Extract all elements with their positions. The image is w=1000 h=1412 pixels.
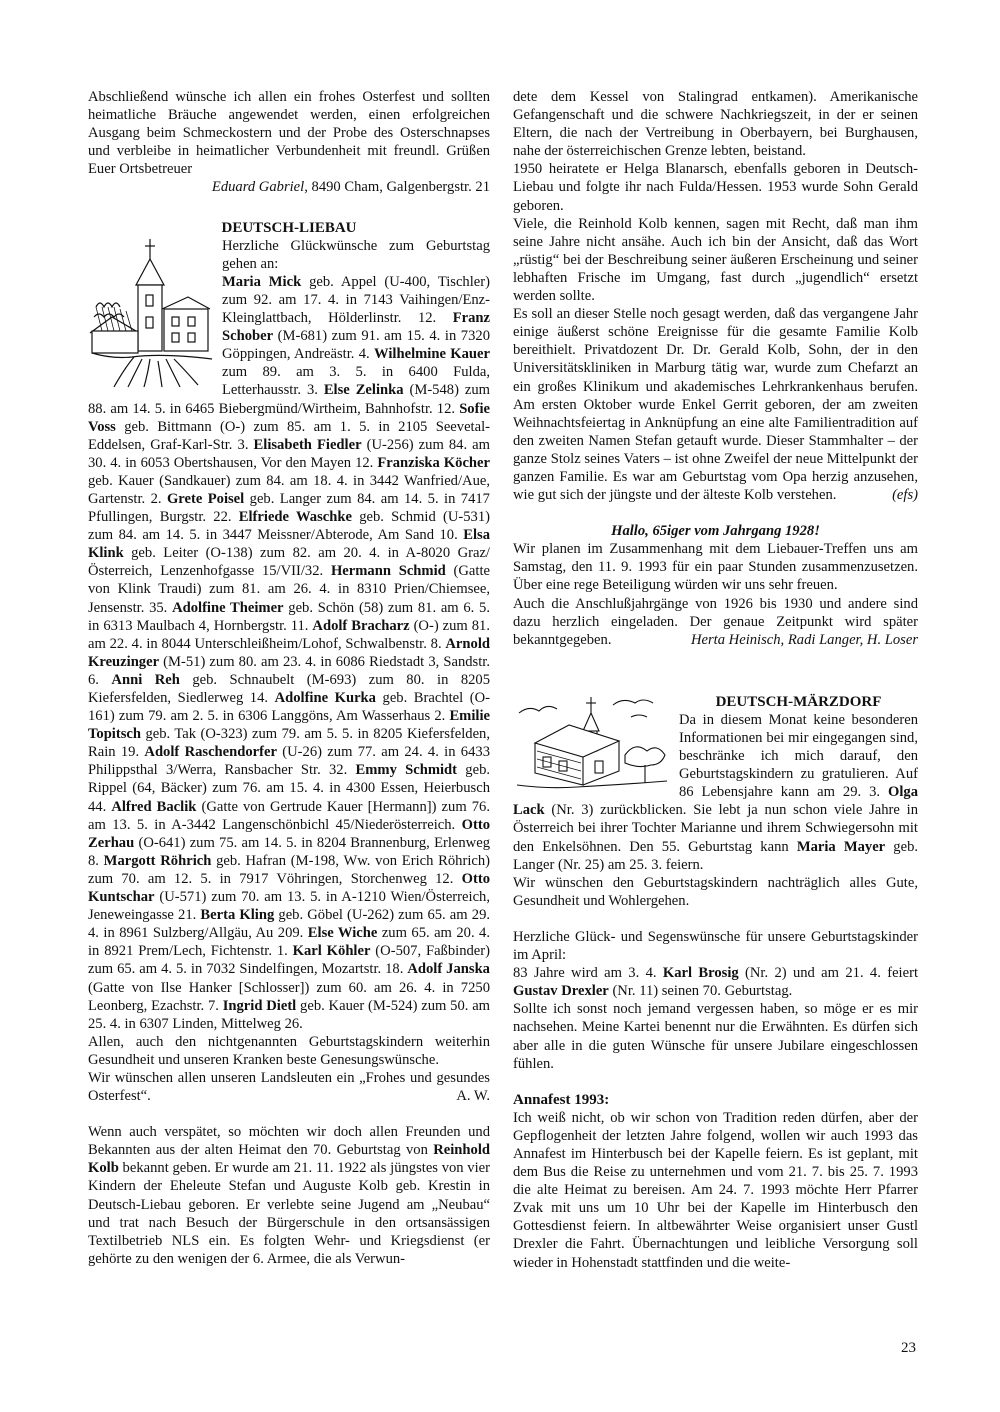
april-intro: Herzliche Glück- und Segenswünsche für unsere Geburtstagskinder im April: [513, 928, 918, 964]
birthday-details: geb. Göbel (U-262) zum 65. am 29. 4. in 8961 Sulzberg/Allgäu, Au 209. [88, 907, 491, 942]
birthday-details: geb. Leiter (O-138) zum 82. am 20. 4. in A-8020 Graz/Österreich, Lenzenhofgasse 15/VII/32. [88, 545, 490, 580]
church-tower-village-icon [88, 237, 216, 389]
page-number: 23 [901, 1340, 916, 1356]
kolb-continued-4-text: Es soll an dieser Stelle noch gesagt werden, daß das vergangene Jahr einige äußerst schöne Ereignisse für die gesamte Familie Kolb bereithielt. Privatdozent Dr. Dr. Gerald Kolb, Sohn, der in den Universitätskliniken in Marburg tätig war, wurde zum Chefarzt an ein großes Klinikum und akademisches Lehrkrankenhaus berufen. Am ersten Oktober wurde Enkel Gerrit geboren, der am zweiten Weihnachtsfeiertag in Anknüpfung an eine alte Familientradition auf den zweiten Namen Stefan getauft wurde. Dieser Stammhalter – der ganze Stolz seines Vaters – ist ohne Zweifel der neue Mittelpunkt der ganzen Familie. Es war am Geburtstag vom Opa herzig anzusehen, wie gut sich der jüngste und der älteste Kolb verstehen. [513, 306, 918, 504]
birthday-details: geb. Langer zum 84. am 14. 5. in 7417 Pfullingen, Burgstr. 22. [88, 490, 490, 526]
easter-wish [88, 1069, 490, 1105]
annafest-heading: Annafest 1993: [513, 1091, 610, 1108]
liebau-heading: DEUTSCH-LIEBAU [221, 219, 357, 236]
easter-wish-signature: A. W. [456, 1088, 490, 1105]
birthday-details: geb. Schön (58) zum 81. am 6. 5. in 6313 Maulbach 4, Hornbergstr. 11. [88, 599, 490, 634]
birthday-details: (O-507, Faßbinder) zum 65. am 4. 5. in 7032 Sindelfingen, Mozartstr. 18. [88, 943, 490, 978]
birthday-name: Arnold Kreuzinger [88, 635, 490, 670]
birthday-name: Franz Schober [222, 310, 490, 345]
birthday-name: Elfriede Waschke [238, 509, 352, 526]
jahrgang-text-1: Wir planen im Zusammenhang mit dem Liebauer-Treffen uns am Samstag, den 11. 9. 1993 für ein paar Stunden zusammenzusetzen. Über eine rege Beteiligung würden wir uns sehr freuen. [513, 541, 918, 594]
birthday-details: geb. Tak (O-323) zum 79. am 5. 5. in 8205 Kiefersfelden, Rain 19. [88, 726, 490, 761]
birthday-details: zum 89. am 3. 5. in 6400 Fulda, Letterhausstr. 3. [222, 364, 490, 399]
maerzdorf-text-2: (Nr. 3) zurückblicken. Sie lebt ja nun schon viele Jahre in Österreich bei ihrer Tochter Marianne und ihrem Schwiegersohn mit den Enkelsöhnen. Den 55. Geburtstag kann [513, 802, 918, 855]
birthday-details: geb. Hafran (M-198, Ww. von Erich Röhrich) zum 70. am 12. 5. in 7917 Vöhringen, Storchenweg 12. [88, 852, 491, 887]
april-birthdays [513, 964, 918, 1000]
birthday-name: Adolfine Theimer [172, 599, 284, 616]
april-text-1: 83 Jahre wird am 3. 4. [513, 965, 663, 982]
birthday-name: Emmy Schmidt [355, 762, 458, 779]
birthday-details: (O-641) zum 75. am 14. 5. in 8204 Brannenburg, Erlenweg 8. [88, 834, 490, 869]
kolb-continued-3: Viele, die Reinhold Kolb kennen, sagen mit Recht, daß man ihm seine Jahre nicht ansähe. Auch ich bin der Ansicht, daß das Wort „rüstig“ bei der Beschreibung seiner äußeren Erscheinung und seiner lebhaften Frische im Umgang, fast durch „jugendlich“ ersetzt werden sollte. [513, 215, 918, 305]
closing-signature-name: Eduard Gabriel [211, 179, 305, 196]
birthday-details: (Gatte von Klink Traudi) zum 81. am 26. 4. in 8310 Prien/Chiemsee, Jensenstr. 35. [88, 563, 490, 616]
april-text-3: (Nr. 11) seinen 70. Geburtstag. [608, 983, 793, 1000]
kolb-continued-4 [513, 305, 918, 504]
birthday-name: Elsa Klink [88, 527, 490, 562]
maerzdorf-name-2: Maria Mayer [796, 838, 886, 855]
birthday-details: (O-) zum 81. am 22. 4. in 8044 Unterschleißheim/Lohof, Schwalbenstr. 8. [88, 617, 490, 652]
birthday-name: Adolf Raschendorfer [144, 744, 277, 761]
left-column [88, 88, 490, 1268]
april-text-2: (Nr. 2) und am 21. 4. feiert [738, 965, 918, 982]
birthday-details: geb. Brachtel (O-161) zum 79. am 2. 5. in 6306 Langgöns, Am Wasserhaus 2. [88, 690, 490, 725]
birthday-name: Ingrid Dietl [222, 997, 297, 1014]
jahrgang-heading: Hallo, 65iger vom Jahrgang 1928! [611, 523, 820, 540]
birthday-name: Adolf Janska [407, 961, 490, 978]
birthday-name: Grete Poisel [166, 490, 245, 507]
maerzdorf-wish: Wir wünschen den Geburtstagskindern nachträglich alles Gute, Gesundheit und Wohlergehen. [513, 874, 918, 909]
birthday-details: (U-571) zum 70. am 13. 5. in A-1210 Wien/Österreich, Jeneweingasse 21. [88, 889, 490, 924]
birthday-details: (M-51) zum 80. am 23. 4. in 6086 Riedstadt 3, Sandstr. 6. [88, 653, 490, 688]
right-column [513, 88, 918, 1272]
kolb-continued-1: dete dem Kessel von Stalingrad entkamen). Amerikanische Gefangenschaft und die schwere Nachkriegszeit, in der er seinen Eltern, die nach der Vertreibung in Oberbayern, bei Burghausen, nahe der österreichischen Grenze lebten, beistand. [513, 89, 918, 160]
kolb-signature: (efs) [892, 487, 918, 504]
birthday-details: geb. Schmid (U-531) zum 84. am 14. 5. in 3447 Meissner/Abterode, Am Sand 10. [88, 509, 490, 544]
annafest-text: Ich weiß nicht, ob wir schon von Tradition reden dürfen, aber der Gepflogenheit der letzten Jahre folgend, wollen wir auch 1993 das Annafest im Hinterbusch bei der Kapelle feiern. Es ist geplant, mit dem Bus die Reise zu unternehmen und vom 21. 7. bis 25. 7. 1993 die alte Heimat zu bereisen. Am 24. 7. 1993 möchte Herr Pfarrer Zvak mit uns um 10 Uhr bei der Kapelle im Hinterbusch den Gottesdienst feiern. In altbewährter Weise organisiert unser Gustl Drexler die Fahrt. Übernachtungen und leibliche Versorgung soll wieder in Hohenstadt stattfinden und die weite- [513, 1109, 918, 1271]
birthday-name: Karl Köhler [292, 943, 371, 960]
april-closing: Sollte ich sonst noch jemand vergessen haben, so möge er es mir nachsehen. Meine Kartei benennt nur die Erwähnten. Es dürfen sich aber alle in die guten Wünsche für unsere Jubilare eingeschlossen fühlen. [513, 1001, 918, 1072]
birthday-name: Otto Zerhau [88, 816, 490, 851]
kolb-intro-text-2: bekannt geben. Er wurde am 21. 11. 1922 als jüngstes von vier Kindern der Eheleute Stefan und Auguste Kolb geb. Krestin in Deutsch-Liebau geboren. Er verlebte seine Jugend am „Neubau“ und trat nach Besuch der Bürgerschule in den ortsansässigen Textilbetrieb NLS ein. Es folgten Wehr- und Kriegsdienst (er gehörte zu den wenigen der 6. Armee, die als Verwun- [88, 1160, 490, 1267]
easter-wish-text: Wir wünschen allen unseren Landsleuten ein „Frohes und gesundes Osterfest“. [88, 1069, 490, 1105]
birthday-name: Maria Mick [222, 273, 302, 290]
birthday-details: geb. Appel (U-400, Tischler) zum 92. am 17. 4. in 7143 Vaihingen/Enz-Kleinglattbach, Hölderlinstr. 12. [222, 273, 490, 327]
kolb-name: Reinhold Kolb [88, 1142, 490, 1177]
birthday-details: (Gatte von Gertrude Kauer [Hermann]) zum 76. am 13. 5. in A-3442 Langenschönbichl 45/Niederösterreich. [88, 798, 490, 833]
kolb-continued-2: 1950 heiratete er Helga Blanarsch, ebenfalls geboren in Deutsch-Liebau und folgte ihr nach Fulda/Hessen. 1953 wurde Sohn Gerald geboren. [513, 161, 918, 214]
birthday-details: (Gatte von Ilse Hanker [Schlosser]) zum 60. am 26. 4. in 7250 Leonberg, Ezachstr. 7. [88, 979, 490, 1014]
birthday-name: Else Zelinka [323, 382, 404, 399]
closing-signature [88, 178, 490, 196]
birthday-name: Sofie Voss [88, 400, 490, 435]
birthday-details: zum 65. am 20. 4. in 8921 Prem/Lech, Fichtenstr. 1. [88, 925, 490, 960]
birthday-name: Franziska Köcher [377, 454, 491, 471]
birthday-details: geb. Bittmann (O-) zum 85. am 1. 5. in 2105 Seevetal-Eddelsen, Graf-Karl-Str. 3. [88, 418, 490, 453]
jahrgang-text-2-body: Auch die Anschlußjahrgänge von 1926 bis 1930 und andere sind dazu herzlich eingeladen. Der genaue Zeitpunkt wird später bekanntgegeben. [513, 595, 918, 648]
birthday-details: geb. Rippel (64, Bäcker) zum 76. am 15. 4. in 4300 Essen, Heierbusch 44. [88, 762, 491, 815]
birthday-name: Emilie Topitsch [88, 708, 490, 743]
maerzdorf-text-3: geb. Langer (Nr. 25) am 25. 3. feiern. [513, 838, 919, 873]
birthday-name: Berta Kling [200, 907, 275, 924]
kolb-intro-text: Wenn auch verspätet, so möchten wir doch allen Freunden und Bekannten aus der alten Heimat den 70. Geburtstag von [88, 1124, 490, 1159]
april-name-2: Gustav Drexler [513, 983, 609, 1000]
birthday-name: Alfred Baclik [111, 798, 197, 815]
birthday-details: (M-681) zum 91. am 15. 4. in 7320 Göppingen, Andreästr. 4. [222, 328, 490, 363]
birthday-details: (U-256) zum 84. am 30. 4. in 6053 Obertshausen, Vor den Mayen 12. [88, 436, 490, 471]
liebau-intro: Herzliche Glückwünsche zum Geburtstag gehen an: [222, 237, 490, 272]
maerzdorf-name-1: Olga Lack [513, 784, 918, 819]
wishes-paragraph: Allen, auch den nichtgenannten Geburtstagskindern weiterhin Gesundheit und unseren Kranken beste Genesungswünsche. [88, 1033, 490, 1068]
birthday-name: Adolfine Kurka [274, 690, 376, 706]
closing-paragraph: Abschließend wünsche ich allen ein frohes Osterfest und sollten heimatliche Bräuche angewendet werden, einen erfolgreichen Ausgang beim Schmeckostern und der Probe des Osterschnapses und verbleibe in heimatlicher Verbundenheit mit freundl. Grüßen Euer Ortsbetreuer [88, 89, 490, 178]
jahrgang-signature: Herta Heinisch, Radi Langer, H. Loser [690, 631, 918, 648]
kolb-article-start [88, 1123, 490, 1268]
birthday-name: Else Wiche [307, 925, 378, 942]
birthday-name: Otto Kuntschar [88, 870, 490, 906]
birthday-details: geb. Schnaubelt (M-693) zum 80. in 8205 Kiefersfelden, Siedlerweg 14. [88, 671, 491, 706]
birthday-details: (M-548) zum 88. am 14. 5. in 6465 Biebergmünd/Wirtheim, Bahnhofstr. 12. [88, 382, 490, 417]
april-name-1: Karl Brosig [662, 965, 739, 982]
birthday-name: Margott Röhrich [103, 852, 212, 869]
birthday-details: geb. Kauer (Sandkauer) zum 84. am 18. 4. in 3442 Wanfried/Aue, Gartenstr. 2. [88, 472, 490, 507]
birthday-details: geb. Kauer (M-524) zum 50. am 25. 4. in 6307 Linden, Mittelweg 26. [88, 997, 491, 1032]
maerzdorf-text-1: Da in diesem Monat keine besonderen Informationen bei mir eingegangen sind, beschränke ich mich darauf, den Geburtstagskindern zu gratulieren. Auf 86 Lebensjahre kann am 29. 3. [679, 711, 918, 801]
maerzdorf-heading: DEUTSCH-MÄRZDORF [715, 693, 882, 710]
birthday-name: Wilhelmine Kauer [374, 346, 490, 363]
birthday-name: Elisabeth Fiedler [253, 436, 362, 453]
birthday-details: (U-26) zum 77. am 24. 4. in 6433 Philippsthal 3/Werra, Ransbacher Str. 32. [88, 744, 490, 779]
birthday-name: Hermann Schmid [330, 563, 446, 580]
closing-signature-address: , 8490 Cham, Galgenbergstr. 21 [304, 179, 490, 196]
birthday-name: Adolf Bracharz [312, 617, 410, 634]
birthday-name: Anni Reh [111, 671, 180, 688]
jahrgang-text-2 [513, 595, 918, 649]
chapel-landscape-icon [513, 695, 673, 793]
